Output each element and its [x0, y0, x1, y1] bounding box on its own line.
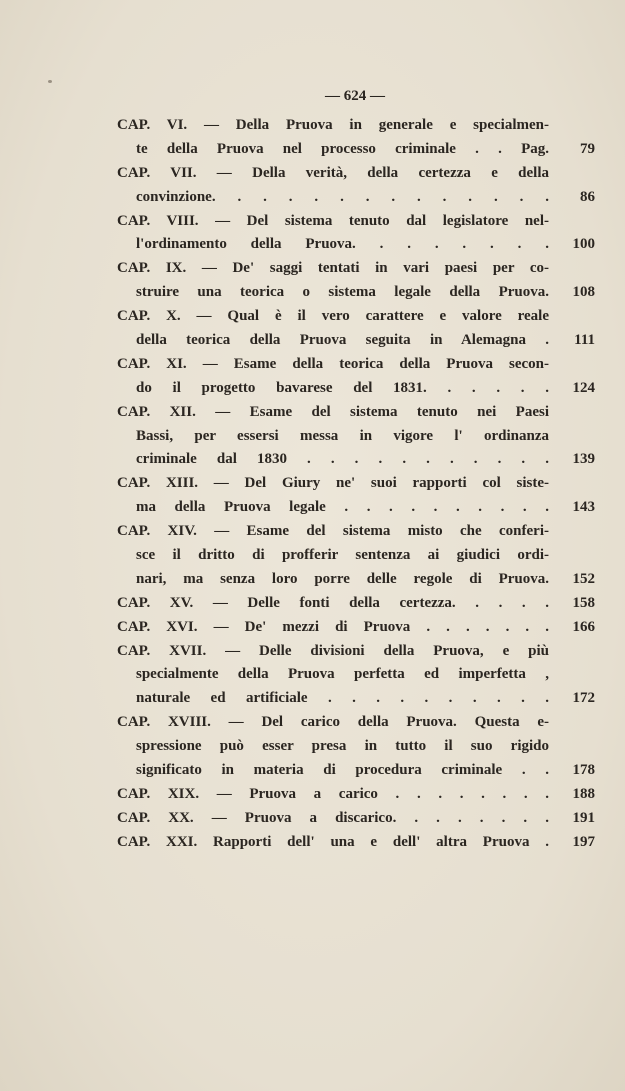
toc-entry-text: CAP. XIX. — Pruova a carico . . . . . . . . — [117, 785, 549, 802]
toc-entry-text: criminale dal 1830 . . . . . . . . . . . — [136, 451, 549, 468]
toc-entry-text: CAP. VIII. — Del sistema tenuto dal legislatore nel- — [117, 212, 549, 229]
toc-entry-line — [117, 260, 595, 284]
toc-page-number: 188 — [572, 785, 595, 802]
toc-page-number: 124 — [572, 379, 595, 396]
toc-entry-line — [117, 810, 595, 834]
toc-entry-text: struire una teorica o sistema legale della Pruova. — [136, 284, 549, 301]
toc-entry-continuation — [117, 499, 595, 523]
toc-entry-text: CAP. X. — Qual è il vero carattere e valore reale — [117, 308, 549, 325]
toc-entry-text: CAP. XVII. — Delle divisioni della Pruova, e più — [117, 642, 549, 659]
toc-page-number: 158 — [572, 594, 595, 611]
table-of-contents — [117, 117, 595, 858]
toc-entry-line — [117, 643, 595, 667]
toc-entry-text: Bassi, per essersi messa in vigore l' ordinanza — [136, 427, 549, 444]
toc-entry-text: convinzione. . . . . . . . . . . . . . — [136, 188, 549, 205]
toc-entry-line — [117, 523, 595, 547]
toc-entry-continuation — [117, 428, 595, 452]
toc-entry-text: CAP. IX. — De' saggi tentati in vari paesi per co- — [117, 260, 549, 277]
toc-entry-text: CAP. XVIII. — Del carico della Pruova. Questa e- — [117, 714, 549, 731]
toc-entry-continuation — [117, 284, 595, 308]
toc-entry-line — [117, 475, 595, 499]
toc-entry-text: CAP. XII. — Esame del sistema tenuto nei Paesi — [117, 403, 549, 420]
toc-page-number: 139 — [572, 451, 595, 468]
toc-page-number: 152 — [572, 570, 595, 587]
toc-entry-continuation — [117, 738, 595, 762]
toc-entry-text: naturale ed artificiale . . . . . . . . . . — [136, 690, 549, 707]
toc-entry-line — [117, 786, 595, 810]
toc-entry-text: l'ordinamento della Pruova. . . . . . . . — [136, 236, 549, 253]
toc-page-number: 172 — [572, 690, 595, 707]
toc-page-number: 166 — [572, 618, 595, 635]
toc-entry-line — [117, 356, 595, 380]
toc-page-number: 79 — [580, 140, 595, 157]
toc-entry-text: CAP. XVI. — De' mezzi di Pruova . . . . . . . — [117, 618, 549, 635]
toc-entry-continuation — [117, 236, 595, 260]
toc-entry-text: te della Pruova nel processo criminale . . Pag. — [136, 140, 549, 157]
toc-entry-continuation — [117, 332, 595, 356]
toc-page-number: 191 — [572, 809, 595, 826]
toc-entry-text: significato in materia di procedura criminale . . — [136, 762, 549, 779]
toc-entry-continuation — [117, 547, 595, 571]
toc-entry-continuation — [117, 451, 595, 475]
toc-entry-text: CAP. XIV. — Esame del sistema misto che conferi- — [117, 523, 549, 540]
toc-entry-line — [117, 165, 595, 189]
toc-entry-text: sce il dritto di profferir sentenza ai giudici ordi- — [136, 547, 549, 564]
toc-page-number: 86 — [580, 188, 595, 205]
toc-page-number: 100 — [572, 236, 595, 253]
toc-entry-text: spressione può esser presa in tutto il suo rigido — [136, 738, 549, 755]
toc-entry-text: nari, ma senza loro porre delle regole di Pruova. — [136, 570, 549, 587]
toc-entry-text: CAP. VII. — Della verità, della certezza e della — [117, 164, 549, 181]
toc-entry-continuation — [117, 189, 595, 213]
toc-entry-line — [117, 714, 595, 738]
toc-entry-continuation — [117, 666, 595, 690]
toc-entry-continuation — [117, 141, 595, 165]
toc-entry-line — [117, 834, 595, 858]
toc-page-number: 108 — [572, 284, 595, 301]
page-number: — 624 — — [325, 88, 385, 104]
toc-entry-text: della teorica della Pruova seguita in Alemagna . — [136, 332, 549, 349]
toc-entry-text: CAP. XXI. Rapporti dell' una e dell' altra Pruova . — [117, 833, 549, 850]
toc-entry-text: specialmente della Pruova perfetta ed imperfetta , — [136, 666, 549, 683]
toc-entry-line — [117, 117, 595, 141]
paper-speck — [48, 80, 52, 83]
toc-entry-line — [117, 404, 595, 428]
toc-entry-text: ma della Pruova legale . . . . . . . . . . — [136, 499, 549, 516]
toc-entry-text: CAP. XX. — Pruova a discarico. . . . . . . . — [117, 809, 549, 826]
toc-entry-continuation — [117, 762, 595, 786]
toc-entry-continuation — [117, 380, 595, 404]
toc-entry-text: CAP. XIII. — Del Giury ne' suoi rapporti col siste- — [117, 475, 549, 492]
toc-page-number: 178 — [572, 762, 595, 779]
toc-entry-text: CAP. XV. — Delle fonti della certezza. . . . . — [117, 594, 549, 611]
toc-entry-line — [117, 619, 595, 643]
toc-entry-continuation — [117, 690, 595, 714]
toc-page-number: 143 — [572, 499, 595, 516]
toc-entry-text: CAP. XI. — Esame della teorica della Pruova secon- — [117, 355, 549, 372]
toc-entry-text: CAP. VI. — Della Pruova in generale e specialmen- — [117, 117, 549, 133]
toc-entry-text: do il progetto bavarese del 1831. . . . . . — [136, 379, 549, 396]
toc-entry-line — [117, 595, 595, 619]
toc-page-number: 197 — [572, 833, 595, 850]
toc-entry-line — [117, 308, 595, 332]
toc-entry-continuation — [117, 571, 595, 595]
toc-entry-line — [117, 213, 595, 237]
toc-page-number: 111 — [574, 332, 595, 349]
